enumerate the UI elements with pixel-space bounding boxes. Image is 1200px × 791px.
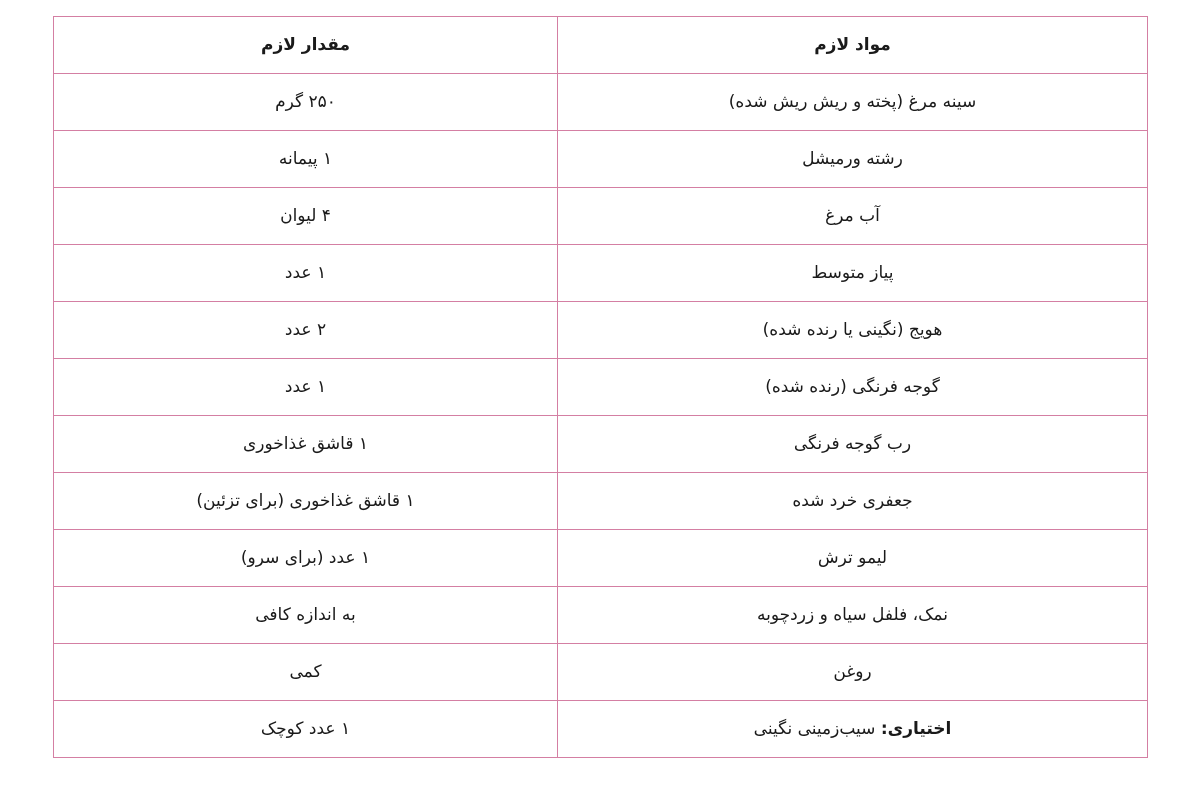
ingredient-cell: لیمو ترش [558, 530, 1148, 587]
ingredient-cell: آب مرغ [558, 188, 1148, 245]
table-row [54, 74, 1148, 131]
amount-cell: ۱ قاشق غذاخوری (برای تزئین) [54, 473, 558, 530]
optional-prefix: اختیاری: [880, 719, 952, 739]
amount-cell: ۱ قاشق غذاخوری [54, 416, 558, 473]
optional-ingredient: سیب‌زمینی نگینی [753, 719, 876, 739]
header-amount: مقدار لازم [54, 17, 558, 74]
ingredient-cell: سینه مرغ (پخته و ریش ریش شده) [558, 74, 1148, 131]
table-row [54, 530, 1148, 587]
ingredient-cell: رب گوجه فرنگی [558, 416, 1148, 473]
ingredients-table-container [53, 16, 1147, 758]
table-row-optional [54, 701, 1148, 758]
amount-cell: ۱ عدد [54, 245, 558, 302]
amount-cell: ۱ عدد (برای سرو) [54, 530, 558, 587]
ingredients-table [53, 16, 1148, 758]
ingredient-cell: نمک، فلفل سیاه و زردچوبه [558, 587, 1148, 644]
amount-cell: ۴ لیوان [54, 188, 558, 245]
table-row [54, 644, 1148, 701]
amount-cell: ۲ عدد [54, 302, 558, 359]
table-row [54, 188, 1148, 245]
amount-cell: ۱ پیمانه [54, 131, 558, 188]
table-row [54, 302, 1148, 359]
header-ingredient: مواد لازم [558, 17, 1148, 74]
table-row [54, 359, 1148, 416]
table-row [54, 416, 1148, 473]
table-row [54, 131, 1148, 188]
ingredient-cell: هویج (نگینی یا رنده شده) [558, 302, 1148, 359]
amount-cell: به اندازه کافی [54, 587, 558, 644]
amount-cell: کمی [54, 644, 558, 701]
ingredient-cell: گوجه فرنگی (رنده شده) [558, 359, 1148, 416]
ingredient-cell: پیاز متوسط [558, 245, 1148, 302]
amount-cell: ۱ عدد [54, 359, 558, 416]
amount-cell: ۱ عدد کوچک [54, 701, 558, 758]
ingredient-cell-optional [558, 701, 1148, 758]
ingredient-cell: جعفری خرد شده [558, 473, 1148, 530]
table-row [54, 245, 1148, 302]
table-row [54, 587, 1148, 644]
ingredient-cell: روغن [558, 644, 1148, 701]
table-header-row [54, 17, 1148, 74]
ingredient-cell: رشته ورمیشل [558, 131, 1148, 188]
amount-cell: ۲۵۰ گرم [54, 74, 558, 131]
table-row [54, 473, 1148, 530]
